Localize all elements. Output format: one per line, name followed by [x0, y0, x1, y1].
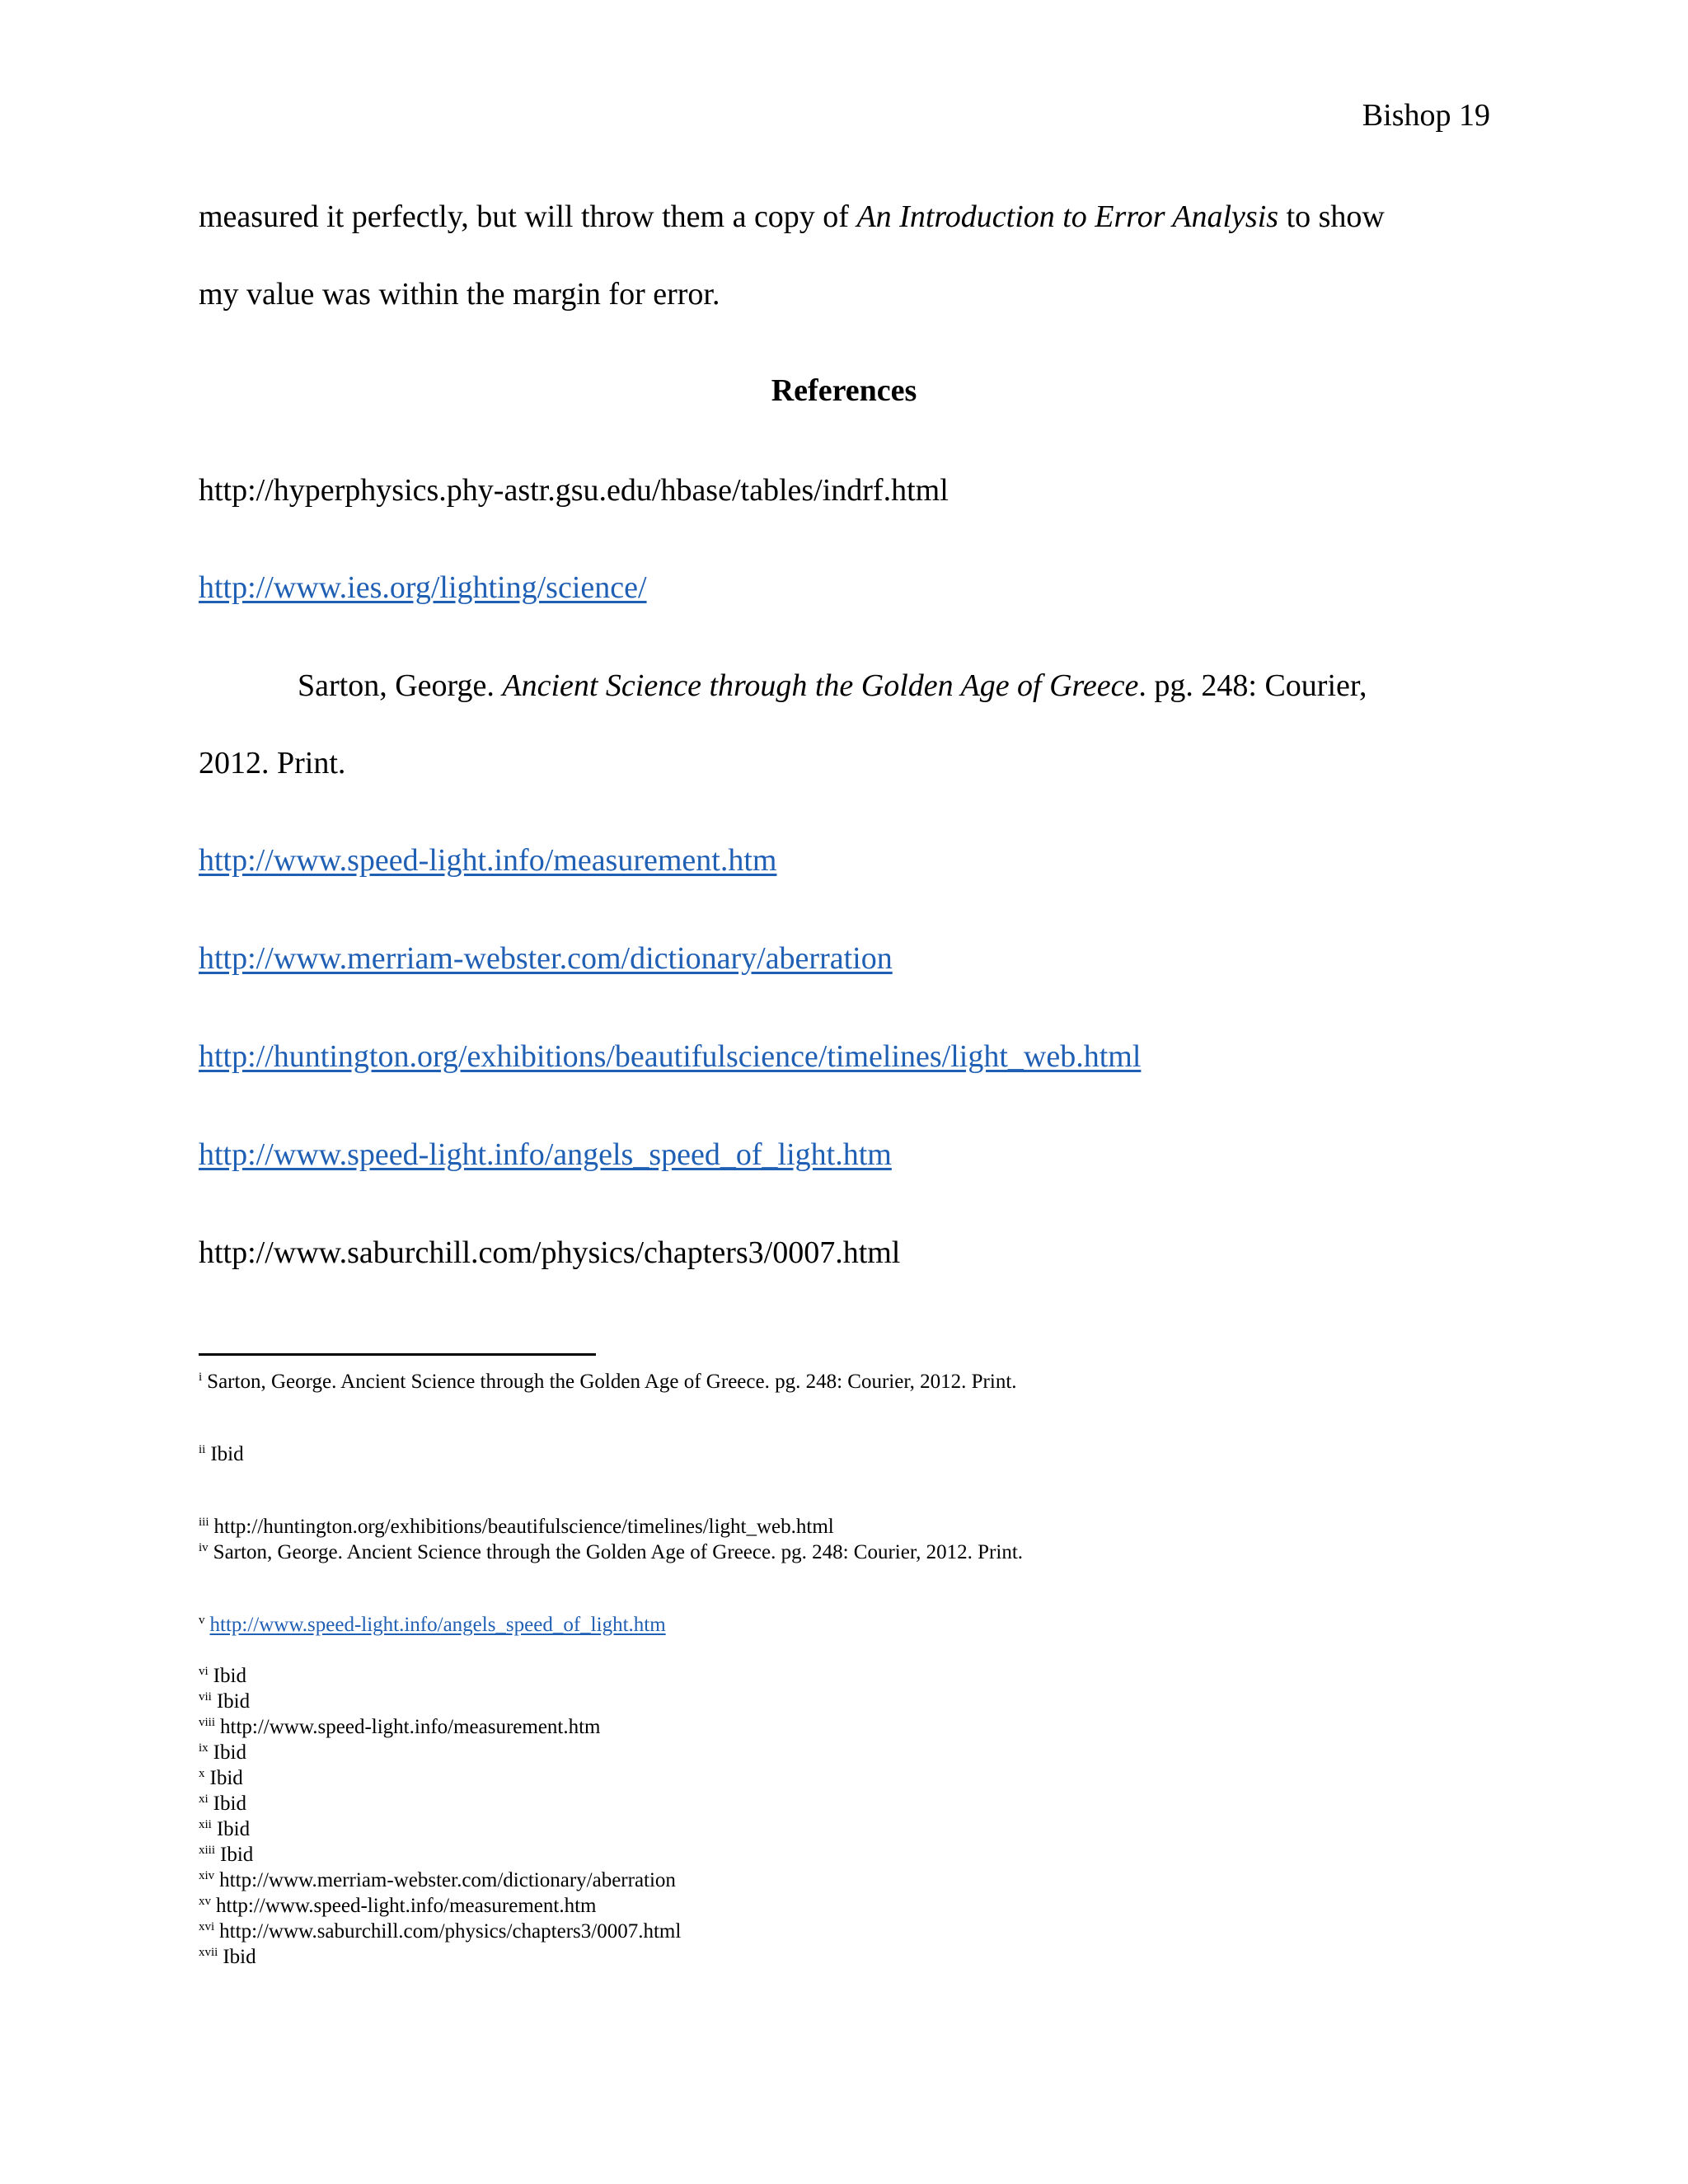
- footnote-text: Ibid: [223, 1946, 256, 1968]
- footnote: [199, 1817, 250, 1842]
- footnote: [199, 1515, 834, 1540]
- footnote-mark: iv: [199, 1540, 209, 1554]
- footnote-mark: vi: [199, 1664, 209, 1678]
- reference-link[interactable]: http://www.speed-light.info/angels_speed_of_light.htm: [199, 1137, 892, 1172]
- footnote-mark: xvii: [199, 1945, 218, 1959]
- reference-entry: http://www.saburchill.com/physics/chapters3/0007.html: [199, 1235, 901, 1270]
- footnote-mark: ix: [199, 1741, 209, 1755]
- footnote: [199, 1540, 1023, 1565]
- reference-link[interactable]: http://www.merriam-webster.com/dictionary/aberration: [199, 941, 893, 976]
- reference-link[interactable]: http://www.ies.org/lighting/science/: [199, 570, 647, 605]
- reference-entry-citation: [298, 667, 1367, 705]
- footnote-text: Ibid: [220, 1844, 254, 1866]
- footnote-text: http://www.saburchill.com/physics/chapters3/0007.html: [219, 1920, 682, 1943]
- footnote: [199, 1715, 601, 1740]
- footnote-text: Sarton, George. Ancient Science through the Golden Age of Greece. pg. 248: Courier, 2012. Print.: [213, 1541, 1024, 1563]
- footnote: [199, 1741, 246, 1765]
- footnote: [199, 1945, 256, 1970]
- footnote-mark: ii: [199, 1442, 206, 1456]
- footnote-mark: xv: [199, 1894, 211, 1908]
- body-paragraph-line-2: my value was within the margin for error.: [199, 277, 720, 312]
- footnote: [199, 1766, 243, 1791]
- footnote-text: http://www.speed-light.info/measurement.htm: [220, 1716, 601, 1738]
- footnote-text: Ibid: [216, 1690, 251, 1713]
- footnote: [199, 1664, 246, 1689]
- reference-entry-citation-cont: 2012. Print.: [199, 746, 346, 780]
- footnote: [199, 1613, 666, 1638]
- footnote: [199, 1868, 676, 1893]
- footnote-mark: vii: [199, 1690, 212, 1704]
- footnote-mark: xi: [199, 1792, 209, 1806]
- footnote-text: http://www.merriam-webster.com/dictionary/aberration: [219, 1869, 676, 1891]
- footnote-mark: xiv: [199, 1868, 215, 1882]
- footnote-mark: xii: [199, 1817, 212, 1831]
- body-text: measured it perfectly, but will throw them a copy of: [199, 199, 857, 234]
- footnote: [199, 1894, 597, 1919]
- body-paragraph-line-1: [199, 198, 1385, 236]
- footnote-text: Ibid: [216, 1818, 251, 1840]
- footnote-mark: viii: [199, 1715, 216, 1729]
- footnote-separator: [199, 1353, 596, 1356]
- footnote: [199, 1792, 246, 1816]
- citation-title: Ancient Science through the Golden Age of Greece: [502, 668, 1139, 703]
- footnote-mark: x: [199, 1766, 205, 1780]
- footnote-text: Ibid: [213, 1793, 246, 1815]
- footnote-text: Ibid: [209, 1767, 243, 1789]
- footnote-text: Sarton, George. Ancient Science through the Golden Age of Greece. pg. 248: Courier, 2012. Print.: [207, 1371, 1017, 1393]
- footnote-mark: i: [199, 1370, 203, 1384]
- footnote: [199, 1919, 681, 1944]
- references-heading: References: [771, 373, 917, 408]
- reference-link[interactable]: http://www.speed-light.info/measurement.htm: [199, 843, 777, 878]
- book-title: An Introduction to Error Analysis: [856, 199, 1279, 234]
- running-head: Bishop 19: [1362, 98, 1490, 133]
- footnote-link[interactable]: http://www.speed-light.info/angels_speed_of_light.htm: [209, 1614, 666, 1636]
- citation-details: . pg. 248: Courier,: [1138, 668, 1367, 703]
- footnote-mark: xvi: [199, 1919, 215, 1933]
- footnote-mark: xiii: [199, 1843, 216, 1857]
- footnote-text: http://huntington.org/exhibitions/beautifulscience/timelines/light_web.html: [213, 1516, 834, 1538]
- footnote-text: Ibid: [213, 1741, 246, 1764]
- footnote: [199, 1370, 1017, 1394]
- reference-link[interactable]: http://huntington.org/exhibitions/beautifulscience/timelines/light_web.html: [199, 1039, 1142, 1074]
- footnote-text: Ibid: [210, 1443, 244, 1465]
- body-text: to show: [1278, 199, 1385, 234]
- footnote-text: http://www.speed-light.info/measurement.htm: [216, 1895, 597, 1917]
- footnote: [199, 1690, 250, 1714]
- citation-author: Sarton, George.: [298, 668, 503, 703]
- footnote: [199, 1843, 253, 1868]
- reference-entry: http://hyperphysics.phy-astr.gsu.edu/hbase/tables/indrf.html: [199, 473, 949, 508]
- footnote: [199, 1442, 244, 1467]
- footnote-mark: v: [199, 1613, 205, 1627]
- footnote-text: Ibid: [213, 1665, 246, 1687]
- footnote-mark: iii: [199, 1515, 209, 1529]
